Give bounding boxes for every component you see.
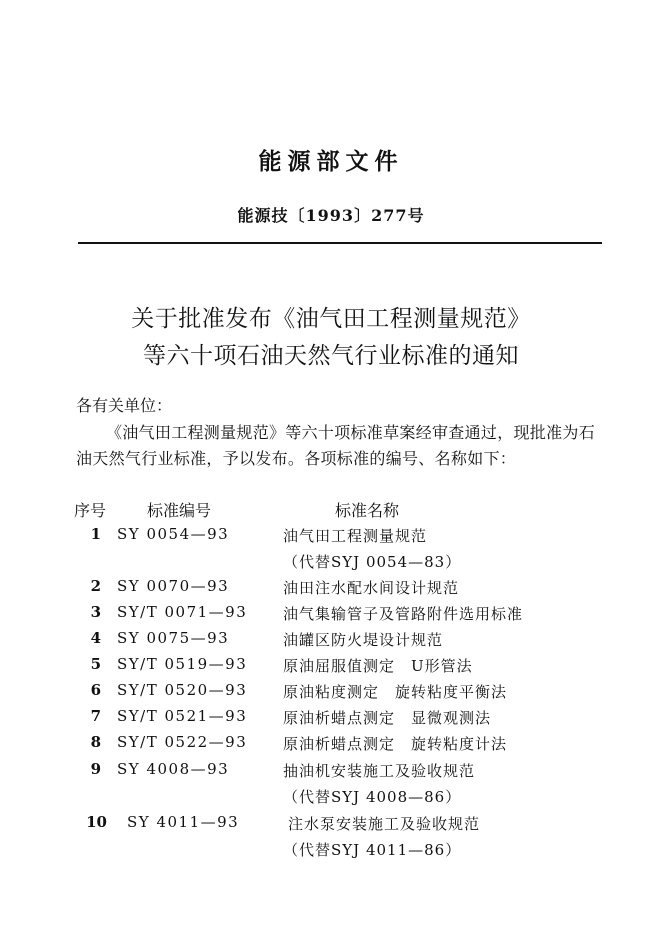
standard-code: SY/T 0071—93 [117,603,248,621]
standard-code: SY/T 0522—93 [117,733,248,751]
agency-header: 能源部文件 [258,148,404,175]
column-header-code: 标准编号 [147,501,212,520]
row-number: 1 [90,525,101,543]
column-header-number: 序号 [74,501,107,520]
column-header-name: 标准名称 [335,501,400,520]
standard-code: SY/T 0520—93 [117,681,248,699]
salutation: 各有关单位： [76,396,173,415]
standard-name: 油气集输管子及管路附件选用标准 [283,605,524,623]
standard-code: SY/T 0519—93 [117,655,248,673]
notice-title-line-2: 等六十项石油天然气行业标准的通知 [143,343,519,369]
standard-name: 抽油机安装施工及验收规范 [283,762,476,780]
replaces-note: （代替SYJ 0054—83） [283,553,462,571]
row-number: 4 [90,629,101,647]
standard-name: 油罐区防火堤设计规范 [283,631,444,649]
row-number: 9 [90,760,101,778]
row-number: 3 [90,603,101,621]
replaces-note: （代替SYJ 4008—86） [283,788,462,806]
standard-code: SY 0054—93 [117,525,230,543]
row-number: 5 [90,655,101,673]
standard-code: SY 4011—93 [127,813,240,831]
standard-code: SY 0070—93 [117,577,230,595]
body-paragraph: 《油气田工程测量规范》等六十项标准草案经审查通过，现批准为石油天然气行业标准，予以发布。各项标准的编号、名称如下： [76,423,596,468]
row-number: 10 [86,813,107,831]
standard-name: 原油析蜡点测定 显微观测法 [283,709,492,727]
row-number: 7 [90,707,101,725]
row-number: 2 [90,577,101,595]
standard-code: SY/T 0521—93 [117,707,248,725]
standard-name: 注水泵安装施工及验收规范 [288,815,481,833]
standard-name: 原油粘度测定 旋转粘度平衡法 [283,683,508,701]
replaces-note: （代替SYJ 4011—86） [283,841,462,859]
standard-name: 油气田工程测量规范 [283,527,428,545]
standard-code: SY 0075—93 [117,629,230,647]
standard-name: 原油析蜡点测定 旋转粘度计法 [283,735,508,753]
standard-name: 原油屈服值测定 U形管法 [283,657,473,675]
document-number: 能源技〔1993〕277号 [237,206,425,225]
standard-name: 油田注水配水间设计规范 [283,579,460,597]
notice-title-line-1: 关于批准发布《油气田工程测量规范》 [131,306,531,332]
header-divider [78,242,602,244]
row-number: 8 [90,733,101,751]
standard-code: SY 4008—93 [117,760,230,778]
row-number: 6 [90,681,101,699]
